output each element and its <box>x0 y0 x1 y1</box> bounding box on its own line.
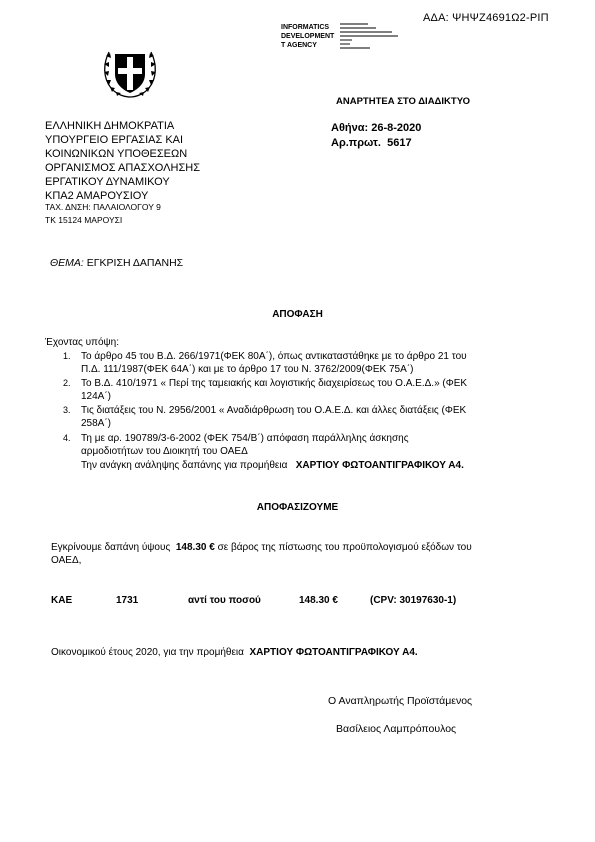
need-text: Την ανάγκη ανάληψης δαπάνης για προμήθεια <box>81 460 288 471</box>
address-block <box>45 201 161 227</box>
list-item-line: Π.Δ. 111/1987(ΦΕΚ 64Α΄) και με το άρθρο 17 του Ν. 3762/2009(ΦΕΚ 75Α΄) <box>81 364 414 375</box>
kae-amount: 148.30 € <box>299 595 338 606</box>
kae-code: 1731 <box>116 595 139 606</box>
org-line: ΕΡΓΑΤΙΚΟΥ ΔΥΝΑΜΙΚΟΥ <box>45 176 170 188</box>
list-item-line: Το άρθρο 45 του Β.Δ. 266/1971(ΦΕΚ 80Α΄), όπως αντικαταστάθηκε με το άρθρο 21 του <box>81 351 467 362</box>
organization-header <box>45 119 200 203</box>
subject-line <box>50 257 183 269</box>
org-line: ΥΠΟΥΡΓΕΙΟ ΕΡΓΑΣΙΑΣ ΚΑΙ <box>45 134 184 146</box>
address-line: ΤΑΧ. ΔΝΣΗ: ΠΑΛΑΙΟΛΟΓΟΥ 9 <box>45 202 161 212</box>
ida-stamp <box>281 23 334 50</box>
greek-emblem-icon <box>101 40 159 98</box>
subject-text: ΕΓΚΡΙΣΗ ΔΑΠΑΝΗΣ <box>86 257 184 269</box>
date-protocol-block <box>331 121 421 151</box>
protocol-number: Αρ.πρωτ. 5617 <box>331 137 412 149</box>
signatory-name: Βασίλειος Λαμπρόπουλος <box>336 723 457 735</box>
fiscal-text: Οικονομικού έτους 2020, για την προμήθεια <box>51 647 244 658</box>
ida-stamp-fine-print <box>340 22 400 56</box>
approval-line-2: ΟΑΕΔ, <box>51 555 82 566</box>
cpv-code: (CPV: 30197630-1) <box>370 595 457 606</box>
address-line: ΤΚ 15124 ΜΑΡΟΥΣΙ <box>45 215 123 225</box>
considering-label: Έχοντας υπόψη: <box>45 337 119 348</box>
ida-stamp-line: T AGENCY <box>281 42 317 49</box>
signatory-role: Ο Αναπληρωτής Προϊστάμενος <box>328 695 473 707</box>
org-line: ΚΟΙΝΩΝΙΚΩΝ ΥΠΟΘΕΣΕΩΝ <box>45 148 188 160</box>
need-line <box>81 459 464 472</box>
fiscal-line <box>51 646 418 659</box>
org-line: ΚΠΑ2 ΑΜΑΡΟΥΣΙΟΥ <box>45 190 149 202</box>
need-item: ΧΑΡΤΙΟΥ ΦΩΤΟΑΝΤΙΓΡΑΦΙΚΟΥ Α4. <box>295 460 464 471</box>
publish-note: ΑΝΑΡΤΗΤΕΑ ΣΤΟ ΔΙΑΔΙΚΤΥΟ <box>336 96 471 107</box>
we-decide-title: ΑΠΟΦΑΣΙΖΟΥΜΕ <box>256 502 339 513</box>
list-item-line: αρμοδιοτήτων του Διοικητή του ΟΑΕΔ <box>81 446 248 457</box>
approval-pre: Εγκρίνουμε δαπάνη ύψους <box>51 542 171 553</box>
subject-label: ΘΕΜΑ: <box>50 257 84 269</box>
list-item-number: 2. <box>63 378 71 388</box>
list-item-line: 258Α΄) <box>81 418 112 429</box>
list-item-line: 124Α΄) <box>81 391 112 402</box>
list-item-number: 1. <box>63 351 71 361</box>
approval-paragraph <box>51 541 551 567</box>
org-line: ΕΛΛΗΝΙΚΗ ΔΗΜΟΚΡΑΤΙΑ <box>45 120 175 132</box>
kae-amount-label: αντί του ποσού <box>188 595 261 606</box>
list-item-line: Το Β.Δ. 410/1971 « Περί της ταμειακής και λογιστικής διαχειρίσεως του Ο.Α.Ε.Δ.» (ΦΕΚ <box>81 378 468 389</box>
org-line: ΟΡΓΑΝΙΣΜΟΣ ΑΠΑΣΧΟΛΗΣΗΣ <box>45 162 200 174</box>
list-item-number: 4. <box>63 433 71 443</box>
list-item-number: 3. <box>63 405 71 415</box>
kae-label: ΚΑΕ <box>51 595 73 606</box>
list-item-line: Τη με αρ. 190789/3-6-2002 (ΦΕΚ 754/Β΄) απόφαση παράλληλης άσκησης <box>81 433 409 444</box>
document-date: Αθήνα: 26-8-2020 <box>331 122 422 134</box>
ada-identifier: ΑΔΑ: ΨΗΨΖ4691Ω2-ΡΙΠ <box>423 12 549 24</box>
ida-stamp-line: DEVELOPMENT <box>281 33 335 40</box>
decision-title: ΑΠΟΦΑΣΗ <box>272 309 323 320</box>
fiscal-item: ΧΑΡΤΙΟΥ ΦΩΤΟΑΝΤΙΓΡΑΦΙΚΟΥ Α4. <box>249 647 418 658</box>
ida-stamp-line: INFORMATICS <box>281 24 330 31</box>
approval-amount: 148.30 € <box>175 542 215 553</box>
approval-post: σε βάρος της πίστωσης του προϋπολογισμού εξόδων του <box>217 542 472 553</box>
list-item-line: Τις διατάξεις του Ν. 2956/2001 « Αναδιάρθρωση του Ο.Α.Ε.Δ. και άλλες διατάξεις (ΦΕΚ <box>81 405 467 416</box>
